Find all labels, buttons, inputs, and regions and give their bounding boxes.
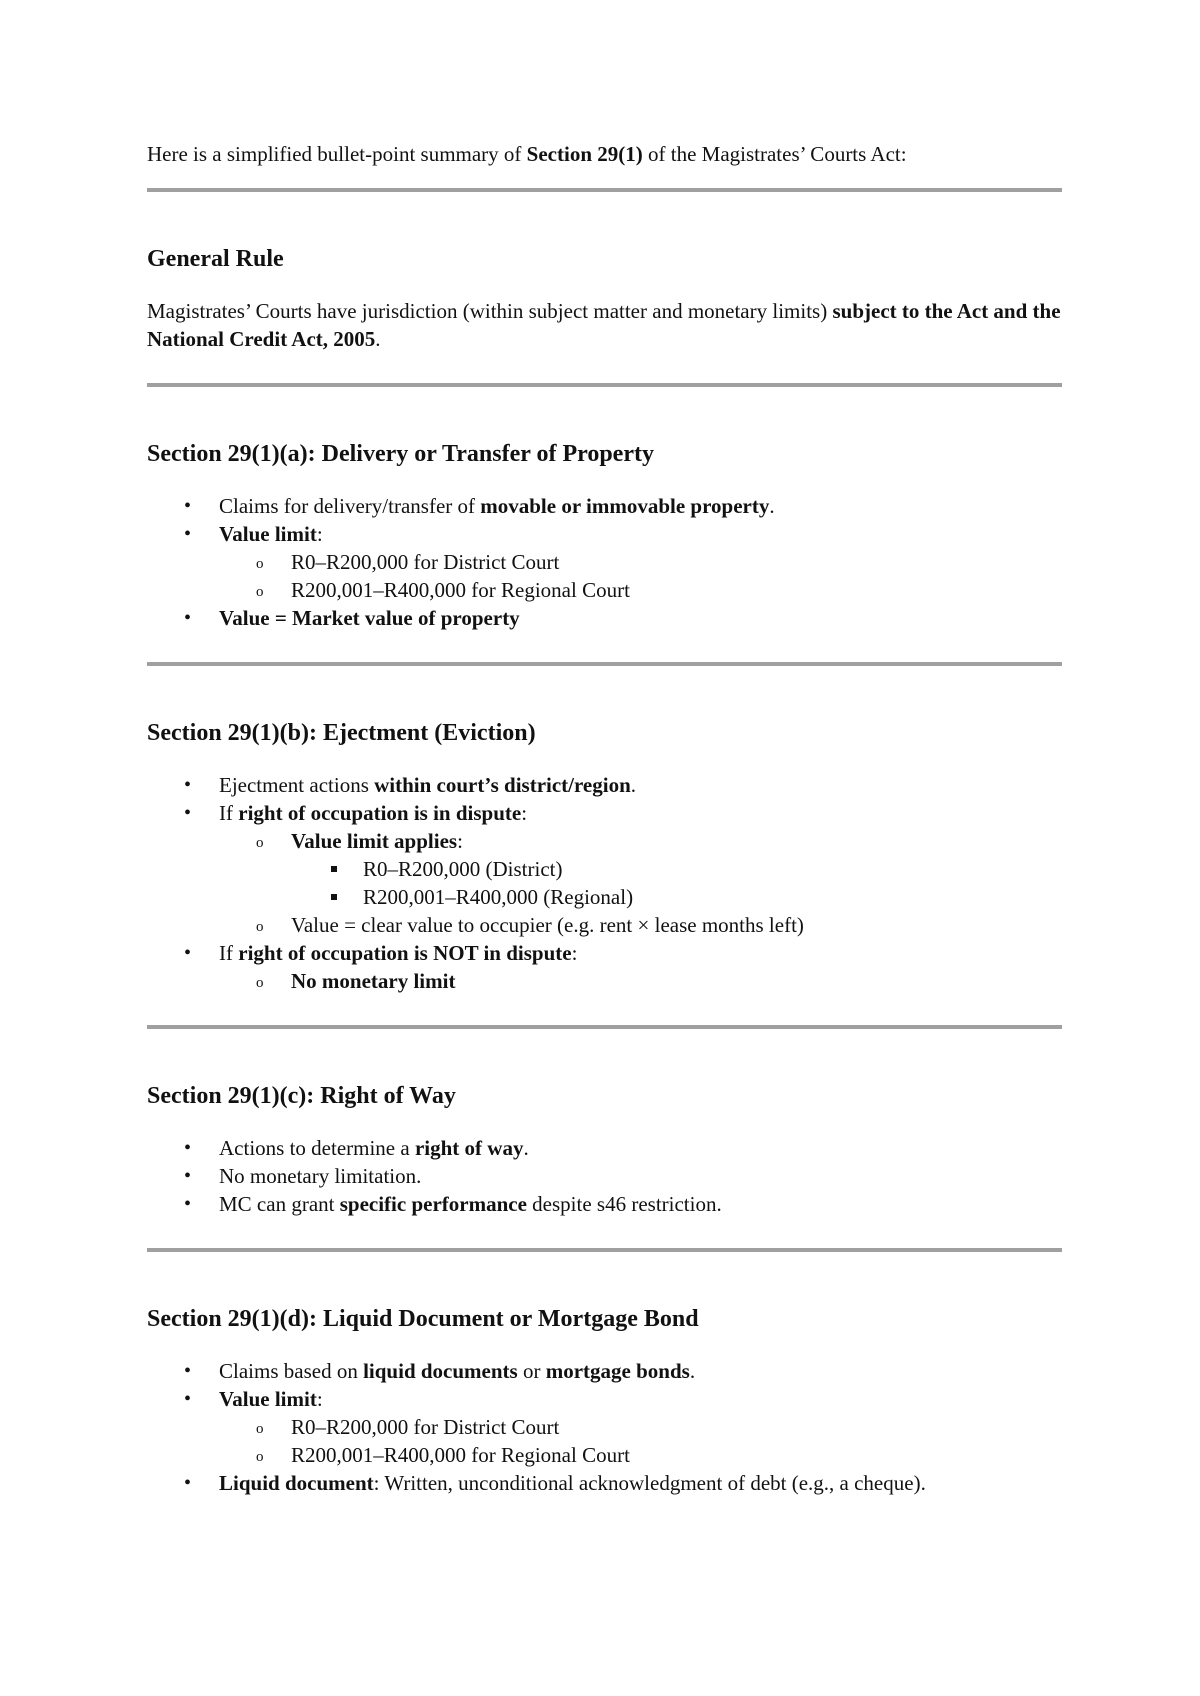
list-item: • Claims based on liquid documents or mortgage bonds. [147, 1357, 1062, 1385]
list-item: • Value limit: o R0–R200,000 for District Court o R200,001–R400,000 for Regional Court [147, 520, 1062, 604]
heading-general-rule: General Rule [147, 246, 284, 272]
sub-list-item: o R0–R200,000 for District Court [219, 548, 1062, 576]
sub-list [219, 827, 1062, 939]
list-item: • Actions to determine a right of way. [147, 1134, 1062, 1162]
list-item: • Ejectment actions within court’s district/region. [147, 771, 1062, 799]
horizontal-rule [147, 662, 1062, 666]
list-item: • No monetary limitation. [147, 1162, 1062, 1190]
sub-list [219, 967, 1062, 995]
heading-section-c: Section 29(1)(c): Right of Way [147, 1083, 456, 1109]
list-item: • Liquid document: Written, unconditional acknowledgment of debt (e.g., a cheque). [147, 1469, 1062, 1497]
sub-list-item: o R200,001–R400,000 for Regional Court [219, 576, 1062, 604]
intro-paragraph: Here is a simplified bullet-point summary of Section 29(1) of the Magistrates’ Courts Act: [147, 142, 907, 166]
sub-list-item: o No monetary limit [219, 967, 1062, 995]
heading-section-a: Section 29(1)(a): Delivery or Transfer of Property [147, 441, 654, 467]
section-c-list [147, 1134, 1062, 1218]
general-rule-paragraph: Magistrates’ Courts have jurisdiction (within subject matter and monetary limits) subject to the Act and the National Credit Act, 2005. [147, 299, 1061, 351]
sub-list-item: o R0–R200,000 for District Court [219, 1413, 1062, 1441]
horizontal-rule [147, 188, 1062, 192]
sub-list-item: o Value = clear value to occupier (e.g. rent × lease months left) [219, 911, 1062, 939]
list-item: • If right of occupation is in dispute: o Value limit applies: R0–R200,000 (District) R200,001–R400,000 (Regional) o Value = clear value to occupier (e.g. rent × lease months left) [147, 799, 1062, 939]
section-d-list [147, 1357, 1062, 1497]
list-item: • MC can grant specific performance despite s46 restriction. [147, 1190, 1062, 1218]
heading-section-d: Section 29(1)(d): Liquid Document or Mortgage Bond [147, 1306, 699, 1332]
list-item: • If right of occupation is NOT in dispute: o No monetary limit [147, 939, 1062, 995]
sub-sub-list-item: R0–R200,000 (District) [291, 855, 1062, 883]
horizontal-rule [147, 383, 1062, 387]
list-item: • Value = Market value of property [147, 604, 1062, 632]
sub-list-item: o Value limit applies: R0–R200,000 (District) R200,001–R400,000 (Regional) [219, 827, 1062, 911]
sub-sub-list-item: R200,001–R400,000 (Regional) [291, 883, 1062, 911]
sub-list [219, 1413, 1062, 1469]
list-item: • Claims for delivery/transfer of movable or immovable property. [147, 492, 1062, 520]
horizontal-rule [147, 1248, 1062, 1252]
section-b-list [147, 771, 1062, 995]
sub-list-item: o R200,001–R400,000 for Regional Court [219, 1441, 1062, 1469]
horizontal-rule [147, 1025, 1062, 1029]
sub-sub-list [291, 855, 1062, 911]
section-a-list [147, 492, 1062, 632]
document-page [147, 140, 1062, 1497]
heading-section-b: Section 29(1)(b): Ejectment (Eviction) [147, 720, 536, 746]
list-item: • Value limit: o R0–R200,000 for District Court o R200,001–R400,000 for Regional Court [147, 1385, 1062, 1469]
sub-list [219, 548, 1062, 604]
